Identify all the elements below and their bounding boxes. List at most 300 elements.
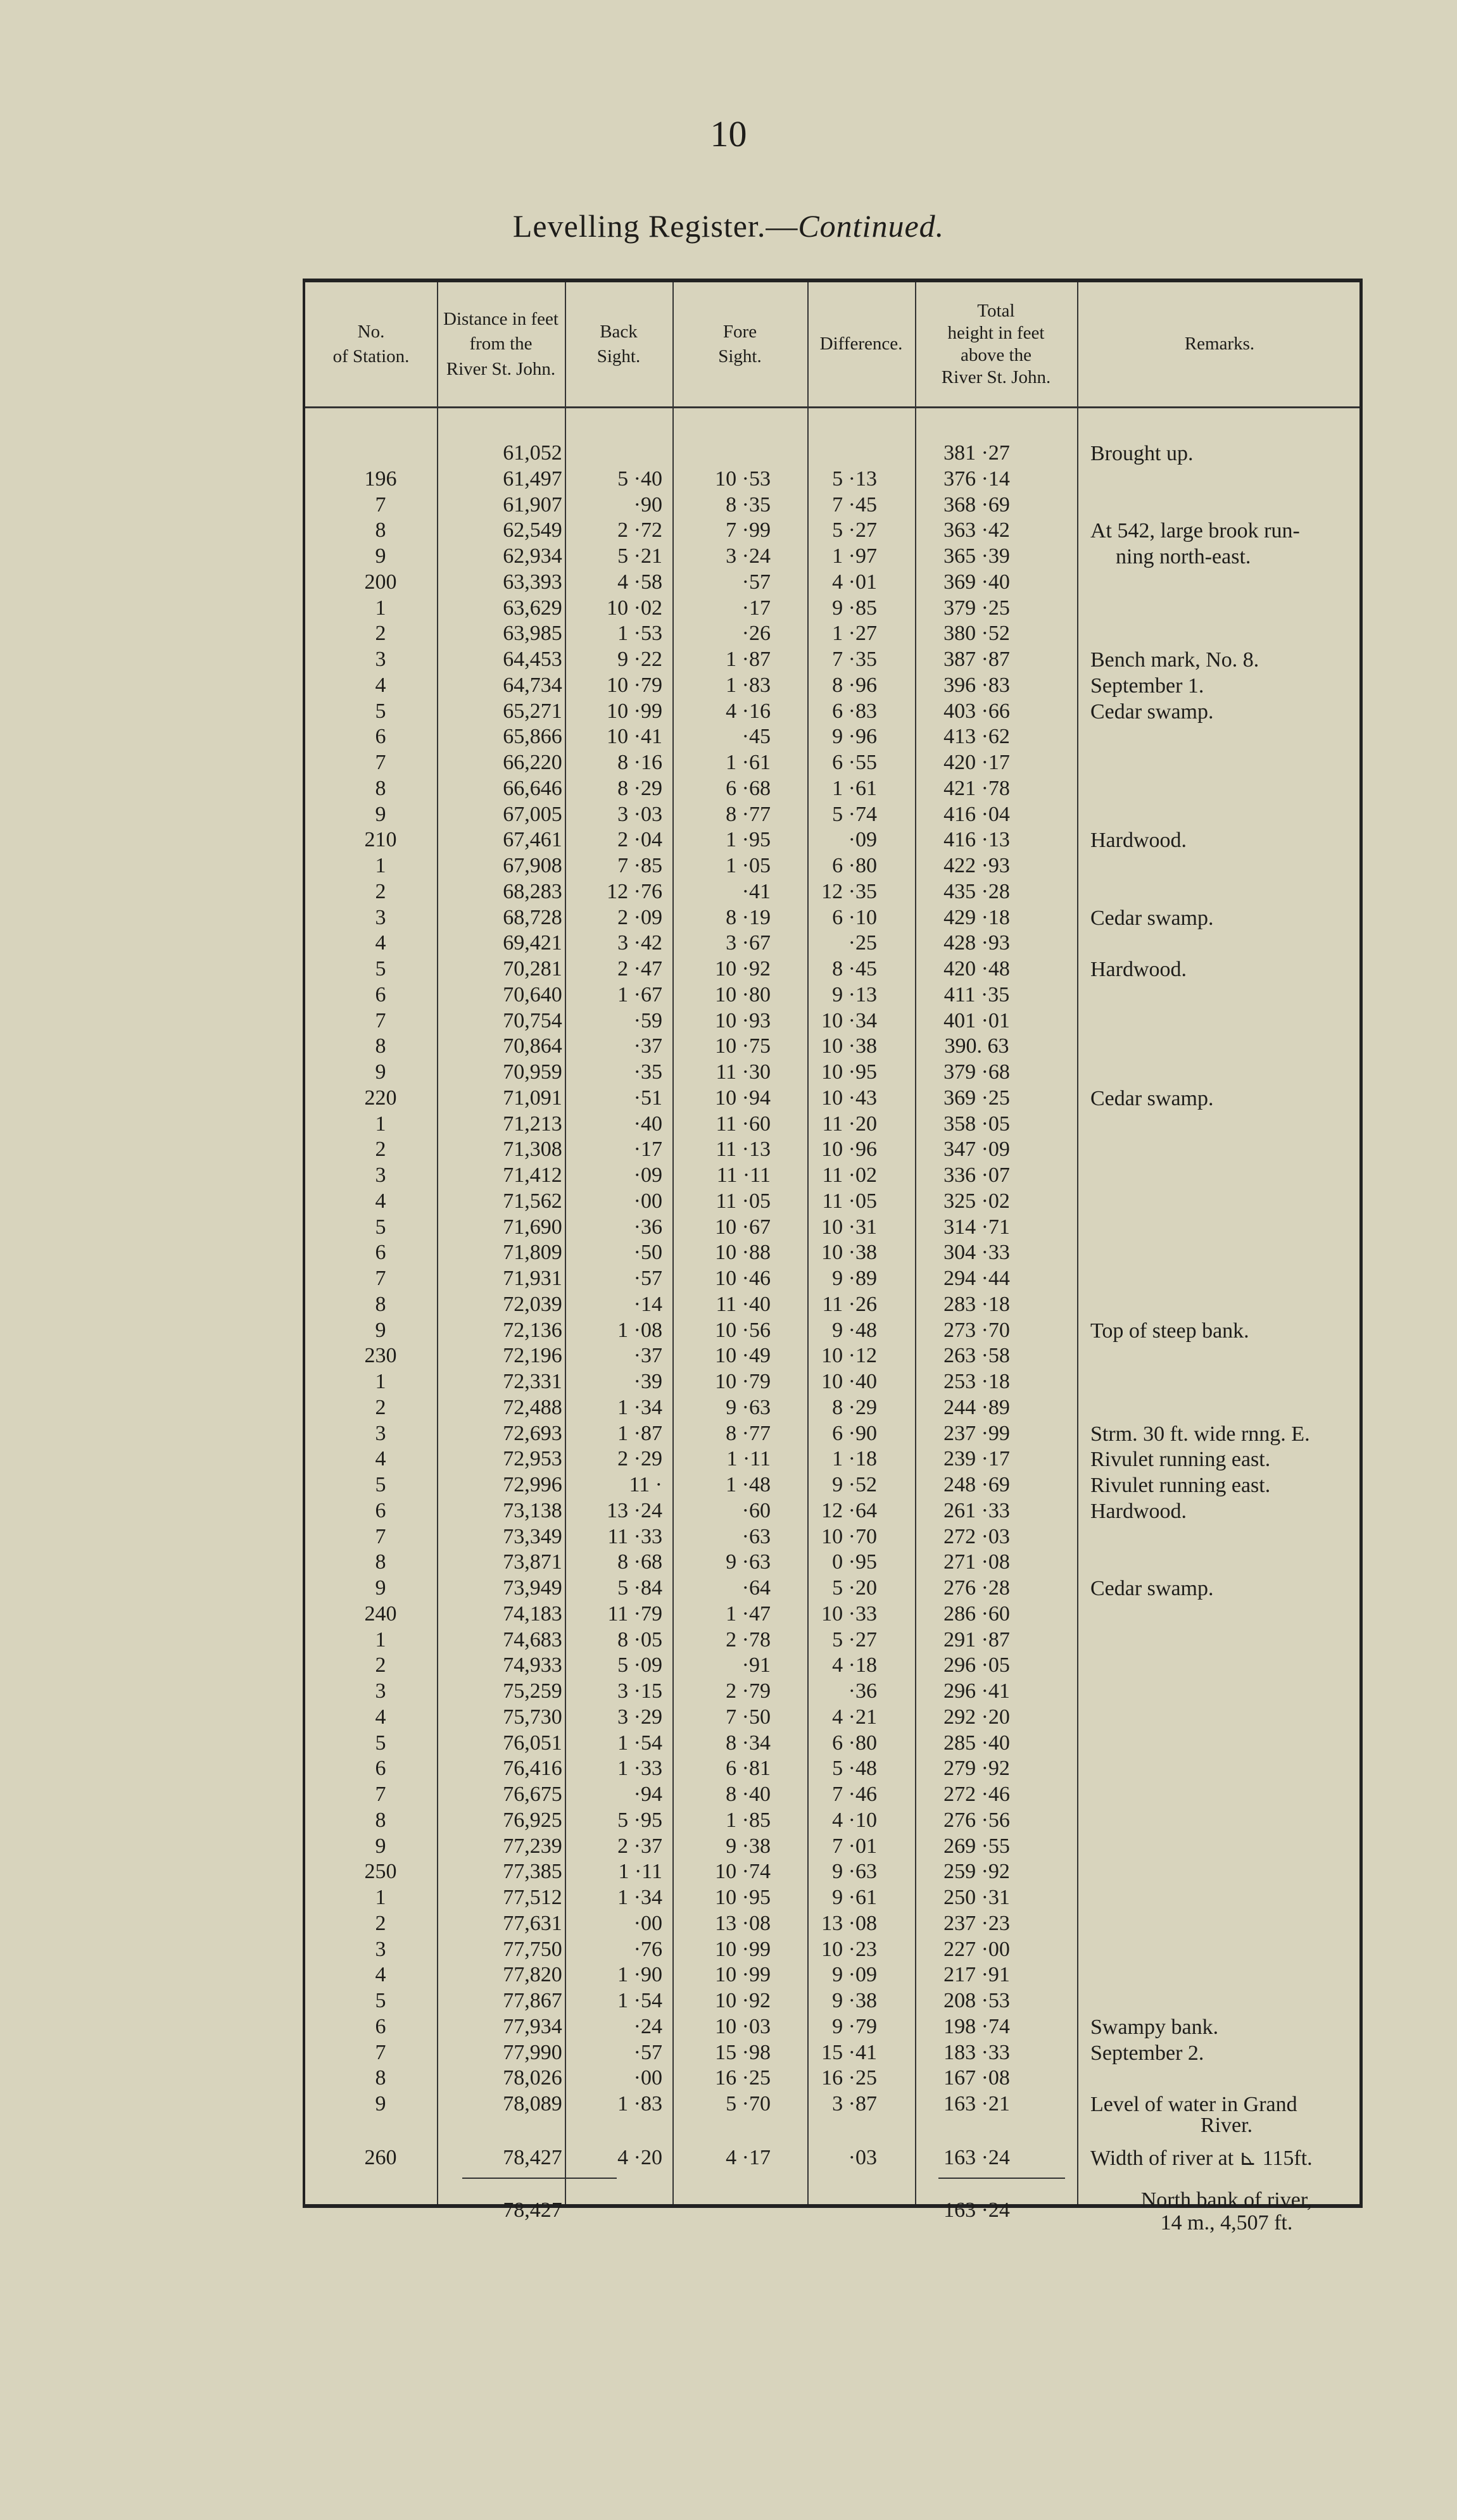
station-no-cell: 6 bbox=[375, 982, 386, 1006]
back-sight-cell: ·36 bbox=[633, 1215, 662, 1239]
difference-cell: 13 ·08 bbox=[821, 1911, 877, 1935]
back-sight-cell: ·37 bbox=[633, 1344, 662, 1368]
table-row bbox=[305, 1627, 1359, 1653]
table-row bbox=[305, 931, 1359, 956]
back-sight-cell: 7 ·85 bbox=[617, 854, 662, 877]
back-sight-cell: ·57 bbox=[633, 2040, 662, 2064]
distance-cell: 77,934 bbox=[503, 2014, 562, 2038]
difference-cell: ·03 bbox=[848, 2146, 877, 2169]
fore-sight-cell: 8 ·77 bbox=[726, 1421, 771, 1445]
total-height-cell: 347 ·09 bbox=[943, 1138, 1010, 1162]
remarks-cell bbox=[1090, 441, 1363, 464]
total-height-cell: 396 ·83 bbox=[943, 673, 1010, 697]
remarks-cell bbox=[1090, 1962, 1363, 1965]
total-height-cell: 261 ·33 bbox=[943, 1498, 1010, 1522]
remarks-cell bbox=[1090, 1937, 1363, 1940]
table-row bbox=[305, 647, 1359, 673]
table-row bbox=[305, 1446, 1359, 1472]
total-height-cell: 250 ·31 bbox=[943, 1886, 1010, 1909]
remarks-line: Strm. 30 ft. wide rnng. E. bbox=[1090, 1422, 1310, 1446]
station-no-cell: 1 bbox=[375, 1886, 386, 1909]
difference-cell: 12 ·64 bbox=[821, 1498, 877, 1522]
remarks-line: ning north-east. bbox=[1116, 545, 1251, 568]
total-height-cell: 239 ·17 bbox=[943, 1447, 1010, 1471]
total-height-cell: 379 ·25 bbox=[943, 596, 1010, 620]
station-no-cell: 1 bbox=[375, 854, 386, 877]
station-no-cell: 240 bbox=[364, 1602, 397, 1626]
fore-sight-cell: 7 ·99 bbox=[726, 518, 771, 542]
total-height-cell: 296 ·41 bbox=[943, 1679, 1010, 1703]
back-sight-cell: 3 ·03 bbox=[617, 802, 662, 826]
total-height-cell: 365 ·39 bbox=[943, 544, 1010, 568]
remarks-cell bbox=[1090, 492, 1363, 495]
fore-sight-cell: 4 ·17 bbox=[726, 2146, 771, 2169]
fore-sight-cell: ·60 bbox=[741, 1498, 771, 1522]
distance-cell: 70,959 bbox=[503, 1060, 562, 1084]
back-sight-cell: ·00 bbox=[633, 2066, 662, 2090]
back-sight-cell: 4 ·58 bbox=[617, 570, 662, 594]
total-height-cell: 272 ·46 bbox=[943, 1783, 1010, 1806]
station-no-cell: 3 bbox=[375, 1937, 386, 1961]
remarks-line: Brought up. bbox=[1090, 442, 1194, 465]
distance-cell: 70,754 bbox=[503, 1008, 562, 1032]
fore-sight-cell: 8 ·34 bbox=[726, 1731, 771, 1755]
total-height-cell: 163 ·21 bbox=[943, 2092, 1010, 2116]
total-height-cell: 314 ·71 bbox=[943, 1215, 1010, 1239]
remarks-cell bbox=[1090, 1343, 1363, 1346]
difference-cell: 11 ·02 bbox=[822, 1163, 877, 1187]
distance-cell: 77,990 bbox=[503, 2040, 562, 2064]
station-no-cell: 9 bbox=[375, 1576, 386, 1600]
back-sight-cell: 3 ·42 bbox=[617, 931, 662, 955]
total-height-cell: 435 ·28 bbox=[943, 879, 1010, 903]
difference-cell: 9 ·52 bbox=[832, 1473, 877, 1496]
fore-sight-cell: 15 ·98 bbox=[715, 2040, 771, 2064]
distance-cell: 71,412 bbox=[503, 1163, 562, 1187]
remarks-line: North bank of river, bbox=[1140, 2188, 1313, 2212]
fore-sight-cell: 1 ·95 bbox=[726, 828, 771, 852]
fore-sight-cell: 10 ·88 bbox=[715, 1241, 771, 1265]
station-no-cell: 7 bbox=[375, 1008, 386, 1032]
total-height-cell: 363 ·42 bbox=[943, 518, 1010, 542]
table-row bbox=[305, 1988, 1359, 2014]
distance-cell: 77,750 bbox=[503, 1937, 562, 1961]
table-row bbox=[305, 570, 1359, 596]
total-height-cell: 429 ·18 bbox=[943, 905, 1010, 929]
station-no-cell: 6 bbox=[375, 1498, 386, 1522]
sum-rule bbox=[462, 2178, 617, 2179]
distance-cell: 74,933 bbox=[503, 1653, 562, 1677]
back-sight-cell: ·00 bbox=[633, 1189, 662, 1213]
total-height-cell: 420 ·17 bbox=[943, 751, 1010, 774]
remarks-cell bbox=[1090, 1266, 1363, 1269]
distance-cell: 77,867 bbox=[503, 1989, 562, 2012]
remarks-cell bbox=[1090, 1782, 1363, 1784]
table-row bbox=[305, 1679, 1359, 1705]
remarks-line: Cedar swamp. bbox=[1090, 1086, 1214, 1110]
difference-cell: 10 ·70 bbox=[821, 1524, 877, 1548]
station-no-cell: 200 bbox=[364, 570, 397, 594]
table-row bbox=[305, 1808, 1359, 1834]
distance-cell: 61,052 bbox=[503, 441, 562, 465]
station-no-cell: 196 bbox=[364, 467, 397, 491]
remarks-cell bbox=[1090, 2014, 1363, 2038]
remarks-cell bbox=[1090, 1988, 1363, 1991]
difference-cell: 9 ·79 bbox=[832, 2014, 877, 2038]
back-sight-cell: 10 ·02 bbox=[607, 596, 662, 620]
header-back-sight-text: Back Sight. bbox=[596, 321, 641, 367]
total-height-cell: 198 ·74 bbox=[943, 2014, 1010, 2038]
fore-sight-cell: 8 ·19 bbox=[726, 905, 771, 929]
difference-cell: ·09 bbox=[848, 828, 877, 852]
remarks-cell bbox=[1090, 621, 1363, 624]
remarks-cell bbox=[1090, 2091, 1363, 2136]
distance-cell: 66,220 bbox=[503, 751, 562, 774]
fore-sight-cell: ·26 bbox=[741, 622, 771, 646]
station-no-cell: 3 bbox=[375, 1421, 386, 1445]
distance-cell: 72,693 bbox=[503, 1421, 562, 1445]
distance-cell: 78,427 bbox=[503, 2146, 562, 2169]
back-sight-cell: 2 ·72 bbox=[617, 518, 662, 542]
station-no-cell: 6 bbox=[375, 725, 386, 749]
remarks-line: River. bbox=[1200, 2114, 1253, 2137]
fore-sight-cell: 10 ·75 bbox=[715, 1034, 771, 1058]
difference-cell: 6 ·83 bbox=[832, 699, 877, 723]
station-no-cell: 5 bbox=[375, 1473, 386, 1496]
distance-cell: 77,631 bbox=[503, 1911, 562, 1935]
remarks-cell bbox=[1090, 647, 1363, 670]
remarks-cell bbox=[1090, 1550, 1363, 1552]
distance-cell: 71,091 bbox=[503, 1086, 562, 1110]
total-height-cell: 403 ·66 bbox=[943, 699, 1010, 723]
distance-cell: 75,259 bbox=[503, 1679, 562, 1703]
table-row bbox=[305, 1834, 1359, 1860]
table-row bbox=[305, 1240, 1359, 1266]
total-height-cell: 285 ·40 bbox=[943, 1731, 1010, 1755]
distance-cell: 66,646 bbox=[503, 776, 562, 800]
table-row bbox=[305, 2014, 1359, 2040]
distance-cell: 61,497 bbox=[503, 467, 562, 491]
header-back-sight bbox=[565, 282, 672, 406]
fore-sight-cell: 9 ·38 bbox=[726, 1834, 771, 1858]
remarks-cell bbox=[1090, 1885, 1363, 1888]
station-no-cell: 5 bbox=[375, 1215, 386, 1239]
table-row bbox=[305, 724, 1359, 750]
table-row bbox=[305, 1937, 1359, 1963]
total-height-cell: 387 ·87 bbox=[943, 648, 1010, 671]
remarks-cell bbox=[1090, 1189, 1363, 1191]
total-height-cell: 248 ·69 bbox=[943, 1473, 1010, 1496]
fore-sight-cell: 8 ·35 bbox=[726, 492, 771, 517]
difference-cell: 10 ·34 bbox=[821, 1008, 877, 1032]
station-no-cell: 7 bbox=[375, 2040, 386, 2064]
distance-cell: 72,196 bbox=[503, 1344, 562, 1368]
total-height-cell: 271 ·08 bbox=[943, 1550, 1010, 1574]
fore-sight-cell: 1 ·61 bbox=[726, 751, 771, 774]
remarks-line: Cedar swamp. bbox=[1090, 1577, 1214, 1600]
back-sight-cell: ·57 bbox=[633, 1267, 662, 1290]
totals-row bbox=[305, 2186, 1359, 2243]
difference-cell: 9 ·85 bbox=[832, 596, 877, 620]
title-dash: — bbox=[766, 208, 798, 244]
back-sight-cell: 1 ·33 bbox=[617, 1757, 662, 1781]
back-sight-cell: ·59 bbox=[633, 1008, 662, 1032]
distance-cell: 78,089 bbox=[503, 2092, 562, 2116]
difference-cell: 4 ·01 bbox=[832, 570, 877, 594]
back-sight-cell: 2 ·37 bbox=[617, 1834, 662, 1858]
back-sight-cell: 9 ·22 bbox=[617, 648, 662, 671]
fore-sight-cell: 9 ·63 bbox=[726, 1550, 771, 1574]
difference-cell: 11 ·05 bbox=[822, 1189, 877, 1213]
total-height-cell: 279 ·92 bbox=[943, 1757, 1010, 1781]
total-height-cell: 217 ·91 bbox=[943, 1963, 1010, 1987]
difference-cell: 10 ·23 bbox=[821, 1937, 877, 1961]
distance-cell: 71,809 bbox=[503, 1241, 562, 1265]
remarks-line: 14 m., 4,507 ft. bbox=[1160, 2210, 1293, 2235]
distance-cell: 67,005 bbox=[503, 802, 562, 826]
table-row bbox=[305, 1524, 1359, 1550]
fore-sight-cell: 13 ·08 bbox=[715, 1911, 771, 1935]
back-sight-cell: 10 ·41 bbox=[607, 725, 662, 749]
table-row bbox=[305, 905, 1359, 931]
table-row bbox=[305, 1911, 1359, 1937]
difference-cell: 1 ·61 bbox=[832, 776, 877, 800]
table-row bbox=[305, 1086, 1359, 1112]
back-sight-cell: ·17 bbox=[633, 1138, 662, 1162]
table-row bbox=[305, 1731, 1359, 1757]
remarks-cell bbox=[1090, 879, 1363, 882]
difference-cell: 9 ·89 bbox=[832, 1267, 877, 1290]
total-height-cell: 292 ·20 bbox=[943, 1705, 1010, 1729]
station-no-cell: 8 bbox=[375, 518, 386, 542]
total-height-cell: 294 ·44 bbox=[943, 1267, 1010, 1290]
total-height-cell: 244 ·89 bbox=[943, 1395, 1010, 1419]
back-sight-cell: 10 ·79 bbox=[607, 673, 662, 697]
difference-cell: 0 ·95 bbox=[832, 1550, 877, 1574]
levelling-register-table bbox=[303, 279, 1363, 2235]
fore-sight-cell: 10 ·53 bbox=[715, 467, 771, 491]
difference-cell: 16 ·25 bbox=[821, 2066, 877, 2090]
fore-sight-cell: ·45 bbox=[741, 725, 771, 749]
table-row bbox=[305, 1318, 1359, 1344]
station-no-cell: 1 bbox=[375, 596, 386, 620]
difference-cell: 6 ·80 bbox=[832, 1731, 877, 1755]
total-height-cell: 390. 63 bbox=[944, 1034, 1009, 1058]
table-row bbox=[305, 699, 1359, 725]
back-sight-cell: ·94 bbox=[633, 1783, 662, 1806]
difference-cell: 8 ·45 bbox=[832, 957, 877, 981]
total-height-cell: 304 ·33 bbox=[943, 1241, 1010, 1265]
remarks-cell bbox=[1090, 467, 1363, 469]
fore-sight-cell: 1 ·47 bbox=[726, 1602, 771, 1626]
total-height-cell: 336 ·07 bbox=[943, 1163, 1010, 1187]
distance-cell: 75,730 bbox=[503, 1705, 562, 1729]
back-sight-cell: 8 ·29 bbox=[617, 776, 662, 800]
table-row bbox=[305, 879, 1359, 905]
remarks-cell bbox=[1090, 1498, 1363, 1522]
remarks-cell bbox=[1090, 699, 1363, 722]
distance-cell: 73,349 bbox=[503, 1524, 562, 1548]
difference-cell: 1 ·27 bbox=[832, 622, 877, 646]
fore-sight-cell: 10 ·93 bbox=[715, 1008, 771, 1032]
total-height-cell: 428 ·93 bbox=[943, 931, 1010, 955]
fore-sight-cell: 11 ·30 bbox=[716, 1060, 771, 1084]
station-no-cell: 6 bbox=[375, 1241, 386, 1265]
remarks-line: Level of water in Grand bbox=[1090, 2093, 1297, 2116]
back-sight-cell: 1 ·83 bbox=[617, 2092, 662, 2116]
fore-sight-cell: 10 ·92 bbox=[715, 1989, 771, 2012]
table-row bbox=[305, 776, 1359, 802]
distance-cell: 64,453 bbox=[503, 648, 562, 671]
back-sight-cell: 10 ·99 bbox=[607, 699, 662, 723]
difference-cell: 10 ·43 bbox=[821, 1086, 877, 1110]
header-distance bbox=[437, 282, 565, 406]
table-row bbox=[305, 2040, 1359, 2066]
station-no-cell: 8 bbox=[375, 776, 386, 800]
fore-sight-cell: 6 ·68 bbox=[726, 776, 771, 800]
table-row bbox=[305, 956, 1359, 982]
difference-cell: 10 ·38 bbox=[821, 1241, 877, 1265]
difference-cell: 5 ·27 bbox=[832, 518, 877, 542]
remarks-cell bbox=[1090, 1576, 1363, 1599]
fore-sight-cell: 11 ·13 bbox=[716, 1138, 771, 1162]
total-height-cell: 183 ·33 bbox=[943, 2040, 1010, 2064]
station-no-cell: 2 bbox=[375, 1911, 386, 1935]
station-no-cell: 4 bbox=[375, 1963, 386, 1987]
difference-cell: 7 ·35 bbox=[832, 648, 877, 671]
back-sight-cell: 1 ·53 bbox=[617, 622, 662, 646]
difference-cell: 9 ·63 bbox=[832, 1860, 877, 1884]
difference-cell: 6 ·55 bbox=[832, 751, 877, 774]
table-row bbox=[305, 467, 1359, 492]
fore-sight-cell: 10 ·99 bbox=[715, 1937, 771, 1961]
station-no-cell: 9 bbox=[375, 544, 386, 568]
fore-sight-cell: 10 ·95 bbox=[715, 1886, 771, 1909]
fore-sight-cell: 1 ·48 bbox=[726, 1473, 771, 1496]
back-sight-cell: 2 ·09 bbox=[617, 905, 662, 929]
station-no-cell: 8 bbox=[375, 1034, 386, 1058]
back-sight-cell: ·51 bbox=[633, 1086, 662, 1110]
remarks-cell bbox=[1090, 518, 1363, 541]
table-row bbox=[305, 1137, 1359, 1163]
remarks-cell bbox=[1090, 1369, 1363, 1372]
back-sight-cell: 4 ·20 bbox=[617, 2146, 662, 2169]
distance-cell: 64,734 bbox=[503, 673, 562, 697]
fore-sight-cell: 11 ·60 bbox=[716, 1112, 771, 1136]
difference-cell: 1 ·18 bbox=[832, 1447, 877, 1471]
difference-cell: 10 ·12 bbox=[821, 1344, 877, 1368]
total-height-cell: 237 ·23 bbox=[943, 1911, 1010, 1935]
back-sight-cell: 11 ·33 bbox=[607, 1524, 662, 1548]
back-sight-cell: 13 ·24 bbox=[607, 1498, 662, 1522]
difference-cell: 10 ·38 bbox=[821, 1034, 877, 1058]
station-no-cell: 5 bbox=[375, 699, 386, 723]
remarks-line: Rivulet running east. bbox=[1090, 1448, 1271, 1472]
table-row bbox=[305, 621, 1359, 647]
distance-cell: 77,239 bbox=[503, 1834, 562, 1858]
difference-cell: 5 ·48 bbox=[832, 1757, 877, 1781]
station-no-cell: 4 bbox=[375, 1189, 386, 1213]
table-row bbox=[305, 2091, 1359, 2137]
station-no-cell: 7 bbox=[375, 1524, 386, 1548]
station-no-cell: 2 bbox=[375, 1138, 386, 1162]
table-row bbox=[305, 982, 1359, 1008]
fore-sight-cell: 10 ·74 bbox=[715, 1860, 771, 1884]
remarks-line: At 542, large brook run- bbox=[1090, 519, 1300, 543]
fore-sight-cell: 11 ·05 bbox=[716, 1189, 771, 1213]
fore-sight-cell: 10 ·49 bbox=[715, 1344, 771, 1368]
distance-cell: 76,925 bbox=[503, 1808, 562, 1832]
distance-cell: 71,308 bbox=[503, 1138, 562, 1162]
total-height-cell: 416 ·13 bbox=[943, 828, 1010, 852]
table-row bbox=[305, 1189, 1359, 1215]
remarks-cell bbox=[1090, 802, 1363, 805]
table-row bbox=[305, 1472, 1359, 1498]
difference-cell: 1 ·97 bbox=[832, 544, 877, 568]
fore-sight-cell: 2 ·79 bbox=[726, 1679, 771, 1703]
distance-cell: 62,549 bbox=[503, 518, 562, 542]
difference-cell: 9 ·96 bbox=[832, 725, 877, 749]
table-row bbox=[305, 1653, 1359, 1679]
distance-cell: 72,039 bbox=[503, 1292, 562, 1316]
total-height-cell: 413 ·62 bbox=[943, 725, 1010, 749]
distance-cell: 71,690 bbox=[503, 1215, 562, 1239]
remarks-cell bbox=[1090, 1911, 1363, 1914]
back-sight-cell: 5 ·95 bbox=[617, 1808, 662, 1832]
distance-cell: 74,183 bbox=[503, 1602, 562, 1626]
remarks-cell bbox=[1090, 2066, 1363, 2068]
difference-cell: 9 ·48 bbox=[832, 1318, 877, 1342]
distance-cell: 77,512 bbox=[503, 1886, 562, 1909]
fore-sight-cell: 10 ·03 bbox=[715, 2014, 771, 2038]
fore-sight-cell: 5 ·70 bbox=[726, 2092, 771, 2116]
fore-sight-cell: 3 ·67 bbox=[726, 931, 771, 955]
header-difference-text: Difference. bbox=[819, 334, 903, 354]
table-row bbox=[305, 673, 1359, 699]
distance-cell: 76,416 bbox=[503, 1757, 562, 1781]
total-height-cell: 291 ·87 bbox=[943, 1627, 1010, 1652]
header-remarks-text: Remarks. bbox=[1184, 334, 1255, 354]
total-height-cell: 163 ·24 bbox=[943, 2146, 1010, 2169]
back-sight-cell: 2 ·47 bbox=[617, 957, 662, 981]
station-no-cell: 4 bbox=[375, 1447, 386, 1471]
station-no-cell: 250 bbox=[364, 1860, 397, 1884]
total-height-cell: 286 ·60 bbox=[943, 1602, 1010, 1626]
back-sight-cell: 11 · bbox=[629, 1473, 662, 1496]
difference-cell: 8 ·29 bbox=[832, 1395, 877, 1419]
header-fore-sight bbox=[672, 282, 807, 406]
distance-cell: 65,866 bbox=[503, 725, 562, 749]
station-no-cell: 9 bbox=[375, 1834, 386, 1858]
back-sight-cell: 1 ·34 bbox=[617, 1886, 662, 1909]
total-height-cell: 263 ·58 bbox=[943, 1344, 1010, 1368]
station-no-cell: 5 bbox=[375, 1989, 386, 2012]
distance-cell: 71,213 bbox=[503, 1112, 562, 1136]
fore-sight-cell: 1 ·05 bbox=[726, 854, 771, 877]
table-row bbox=[305, 827, 1359, 853]
difference-cell: 4 ·21 bbox=[832, 1705, 877, 1729]
difference-cell: 3 ·87 bbox=[832, 2092, 877, 2116]
back-sight-cell: 2 ·29 bbox=[617, 1447, 662, 1471]
remarks-cell bbox=[1090, 1602, 1363, 1604]
station-no-cell: 8 bbox=[375, 1550, 386, 1574]
remarks-line: Rivulet running east. bbox=[1090, 1474, 1271, 1497]
remarks-line: Swampy bank. bbox=[1090, 2015, 1219, 2039]
remarks-cell bbox=[1090, 1679, 1363, 1681]
total-height-cell: 283 ·18 bbox=[943, 1292, 1010, 1316]
distance-cell: 72,136 bbox=[503, 1318, 562, 1342]
difference-cell: 12 ·35 bbox=[821, 879, 877, 903]
